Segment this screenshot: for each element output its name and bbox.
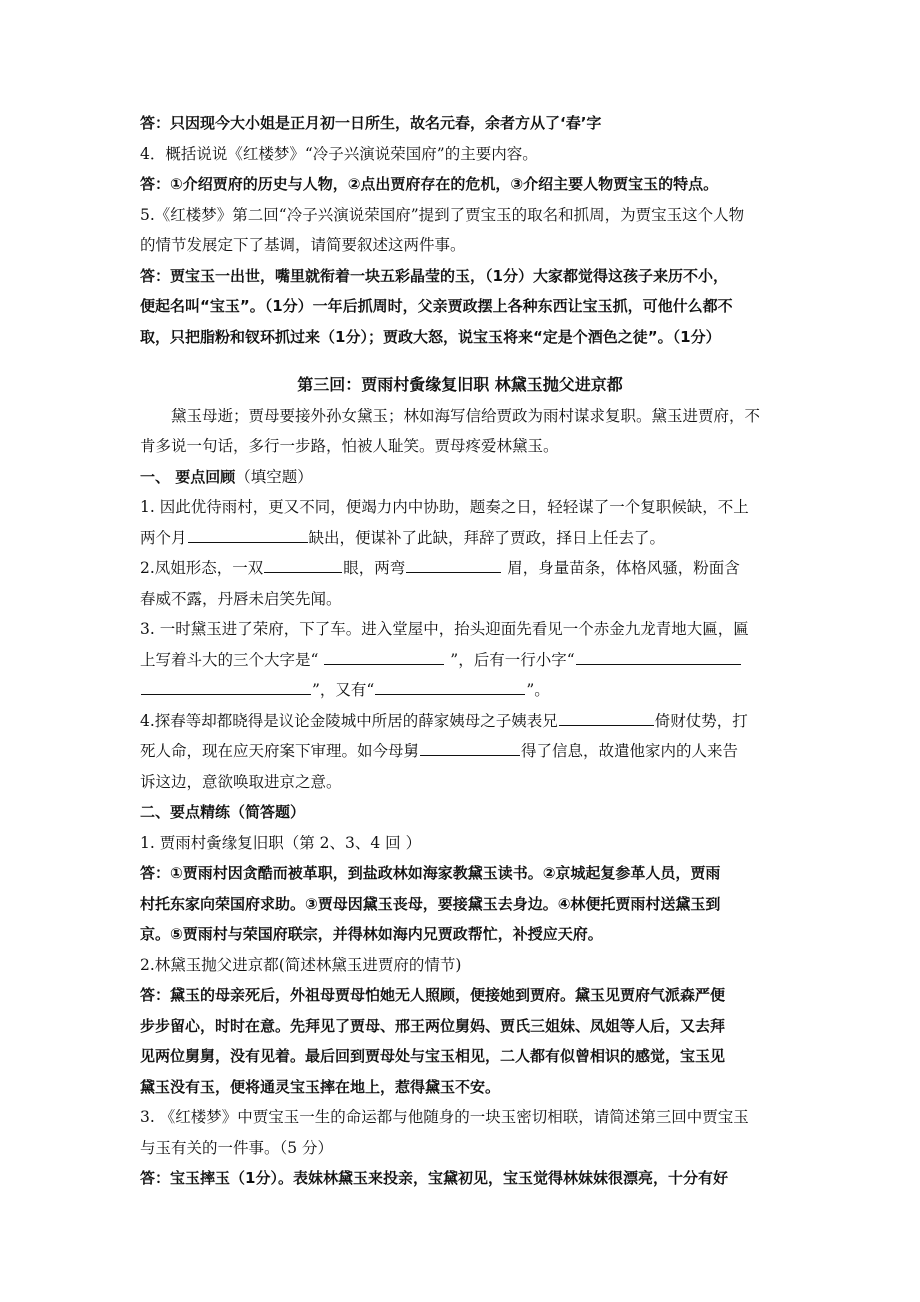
fill-text: ”，又有“ xyxy=(312,681,375,699)
answer-text: 便起名叫“宝玉”。（1分）一年后抓周时，父亲贾政摆上各种东西让宝玉抓，可他什么都不 xyxy=(140,297,733,315)
answer-text: 答：黛玉的母亲死后，外祖母贾母怕她无人照顾，便接她到贾府。黛玉见贾府气派森严便 xyxy=(140,986,726,1004)
fill-blank[interactable] xyxy=(576,663,741,665)
fill-text: 4.探春等却都晓得是议论金陵城中所居的薛家姨母之子姨表兄 xyxy=(140,711,558,730)
summary-text: 黛玉母逝；贾母要接外孙女黛玉；林如海写信给贾政为雨村谋求复职。黛玉进贾府，不 xyxy=(171,406,761,425)
question-text: 5.《红楼梦》第二回“冷子兴演说荣国府”提到了贾宝玉的取名和抓周，为贾宝玉这个人物 xyxy=(140,205,745,224)
answer-text: 答：①介绍贾府的历史与人物，②点出贾府存在的危机，③介绍主要人物贾宝玉的特点。 xyxy=(140,175,719,193)
fill-question-3: 3. 一时黛玉进了荣府，下了车。进入堂屋中，抬头迎面先看见一个赤金九龙青地大匾，匾 xyxy=(140,620,749,638)
question-text: 4．概括说说《红楼梦》“冷子兴演说荣国府”的主要内容。 xyxy=(140,144,538,163)
fill-blank[interactable] xyxy=(324,663,444,665)
fill-question-4 xyxy=(140,706,780,737)
fill-text: 两个月 xyxy=(140,528,187,547)
part1-heading: 一、 要点回顾 xyxy=(140,467,236,486)
fill-blank[interactable] xyxy=(420,754,520,756)
answer-text: 村托东家向荣国府求助。③贾母因黛玉丧母，要接黛玉去身边。④林便托贾雨村送黛玉到 xyxy=(140,894,721,913)
fill-text: ”。 xyxy=(526,681,550,699)
fill-question-3-cont xyxy=(140,645,780,676)
question-title: 1. 贾雨村夤缘复旧职（第 2、3、4 回 ） xyxy=(140,833,422,852)
fill-question-3-cont2 xyxy=(140,675,780,706)
fill-question-2 xyxy=(140,553,780,584)
fill-question-4-cont xyxy=(140,736,780,767)
part2-heading-row xyxy=(140,797,780,828)
section-title: 第三回：贾雨村夤缘复旧职 林黛玉抛父进京都 xyxy=(297,375,623,394)
answer-text: 答：宝玉摔玉（1分）。表妹林黛玉来投亲，宝黛初见，宝玉觉得林妹妹很漂亮，十分有好 xyxy=(140,1169,728,1187)
answer-text: 答：贾宝玉一出世，嘴里就衔着一块五彩晶莹的玉，（1分）大家都觉得这孩子来历不小， xyxy=(140,266,728,285)
summary-text: 肯多说一句话，多行一步路，怕被人耻笑。贾母疼爱林黛玉。 xyxy=(140,437,559,455)
fill-text: 上写着斗大的三个大字是“ xyxy=(140,650,324,669)
fill-text: 缺出，便谋补了此缺，拜辞了贾政，择日上任去了。 xyxy=(308,528,666,547)
part1-heading-row xyxy=(140,462,780,493)
question-text: 的情节发展定下了基调，请简要叙述这两件事。 xyxy=(140,236,466,254)
fill-blank[interactable] xyxy=(559,724,654,726)
fill-blank[interactable] xyxy=(188,541,308,543)
fill-question-1-cont xyxy=(140,523,780,554)
answer-text: 取，只把脂粉和钗环抓过来（1分）；贾政大怒，说宝玉将来“定是个酒色之徒”。（1分） xyxy=(140,327,721,346)
answer-text: 京。⑤贾雨村与荣国府联宗，并得林如海内兄贾政帮忙，补授应天府。 xyxy=(140,925,603,943)
part1-note: （填空题） xyxy=(235,467,313,486)
fill-text: 2.凤姐形态，一双 xyxy=(140,559,264,577)
fill-text: 眼，两弯 xyxy=(343,559,406,577)
fill-question-2-cont: 春威不露，丹唇未启笑先闻。 xyxy=(140,589,342,608)
part2-note: （简答题） xyxy=(230,803,306,821)
answer-text: 答：①贾雨村因贪酷而被革职，到盐政林如海家教黛玉读书。②京城起复参革人员，贾雨 xyxy=(140,864,721,882)
fill-blank[interactable] xyxy=(141,693,311,695)
answer-text: 步步留心，时时在意。先拜见了贾母、邢王两位舅妈、贾氏三姐妹、凤姐等人后，又去拜 xyxy=(140,1016,726,1035)
fill-blank[interactable] xyxy=(264,571,342,573)
fill-question-1: 1. 因此优待雨村，更又不同，便竭力内中协助，题奏之日，轻轻谋了一个复职候缺，不上 xyxy=(140,498,749,516)
question-title: 2.林黛玉抛父进京都(简述林黛玉进贾府的情节) xyxy=(140,955,462,974)
answer-text: 答：只因现今大小姐是正月初一日所生，故名元春，余者方从了‘春’字 xyxy=(140,114,602,132)
fill-blank[interactable] xyxy=(406,571,501,573)
fill-blank[interactable] xyxy=(375,693,525,695)
answer-text: 见两位舅舅，没有见着。最后回到贾母处与宝玉相见，二人都有似曾相识的感觉，宝玉见 xyxy=(140,1047,726,1065)
part2-heading: 二、要点精练 xyxy=(140,803,231,821)
fill-text: ”，后有一行小字“ xyxy=(445,650,575,669)
question-title: 与玉有关的一件事。（5 分） xyxy=(140,1138,334,1157)
fill-question-4-cont2: 诉这边，意欲唤取进京之意。 xyxy=(140,772,342,791)
answer-text: 黛玉没有玉，便将通灵宝玉摔在地上，惹得黛玉不安。 xyxy=(140,1077,501,1096)
question-title: 3. 《红楼梦》中贾宝玉一生的命运都与他随身的一块玉密切相联，请简述第三回中贾宝玉 xyxy=(140,1108,749,1126)
fill-text: 死人命，现在应天府案下审理。如今母舅 xyxy=(140,742,420,760)
fill-text: 眉，身量苗条，体格风骚，粉面含 xyxy=(502,559,740,577)
fill-text: 得了信息，故遣他家内的人来告 xyxy=(521,742,739,760)
fill-text: 倚财仗势，打 xyxy=(654,711,748,730)
